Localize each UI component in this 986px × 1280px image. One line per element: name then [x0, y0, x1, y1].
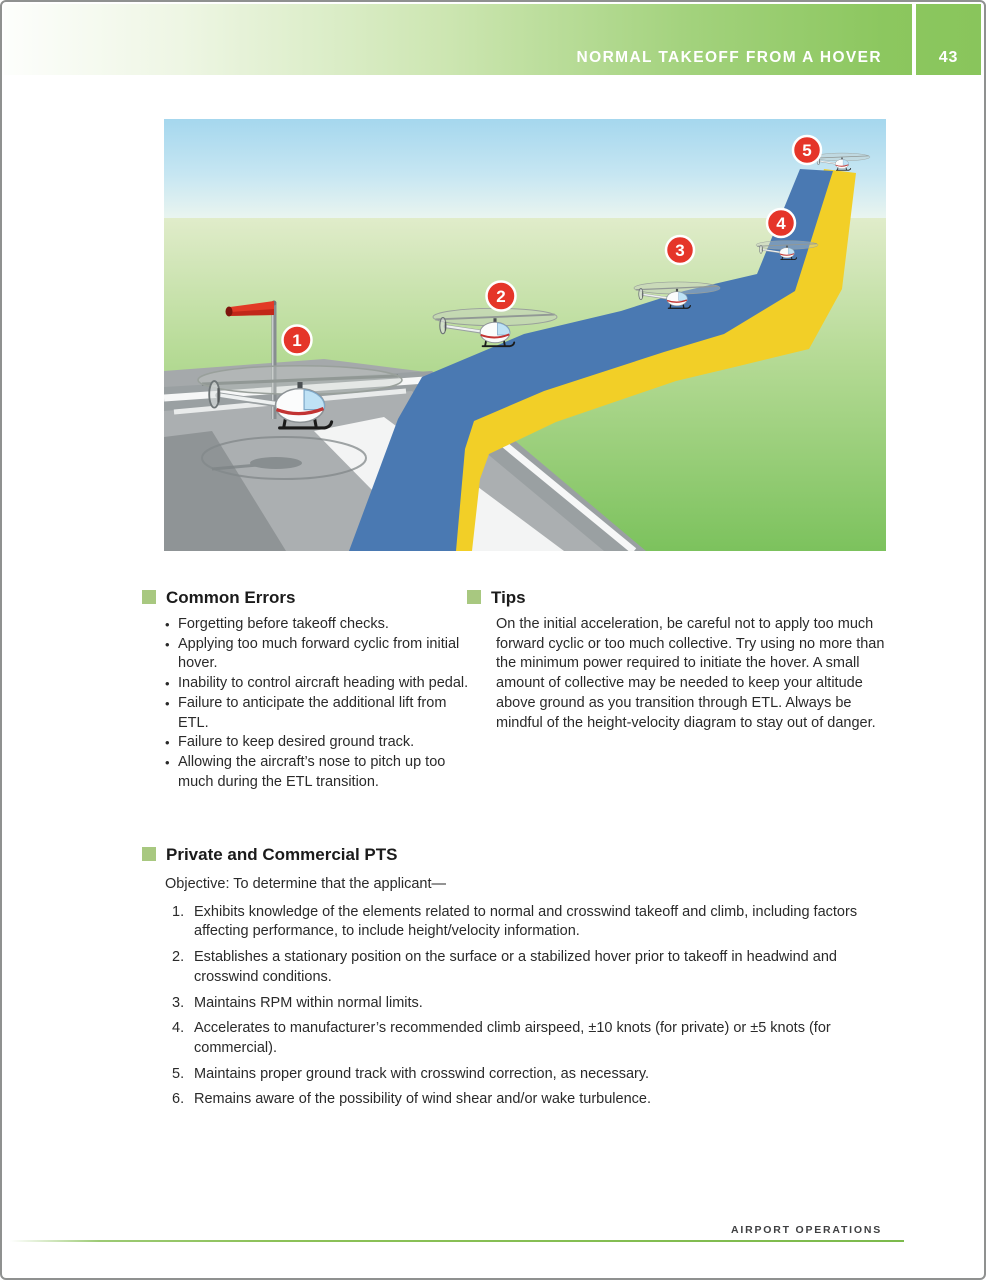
- pts-heading: [142, 845, 902, 865]
- list-item: • Failure to anticipate the additional lift from ETL.: [178, 694, 472, 733]
- common-errors-heading: [142, 588, 472, 608]
- takeoff-illustration-svg: [164, 119, 886, 551]
- tips-heading: [467, 588, 887, 608]
- badge-3: [666, 236, 694, 264]
- list-number: 5.: [172, 1065, 185, 1082]
- list-item: 4. Accelerates to manufacturer’s recommended climb airspeed, ±10 knots (for private) or ±5 knots (for commercial).: [172, 1020, 831, 1056]
- section-tips: [467, 588, 887, 733]
- svg-text:1: 1: [292, 331, 302, 350]
- badge-4: [767, 209, 795, 237]
- takeoff-illustration: [164, 119, 886, 551]
- common-errors-list: [142, 615, 472, 792]
- list-item: • Applying too much forward cyclic from initial hover.: [178, 635, 472, 674]
- pts-objective: Objective: To determine that the applicant—: [165, 876, 447, 892]
- badge-1: [283, 326, 312, 355]
- sky: [164, 119, 886, 219]
- list-item: 6. Remains aware of the possibility of wind shear and/or wake turbulence.: [142, 1090, 884, 1110]
- badge-2: [487, 282, 516, 311]
- list-item: • Inability to control aircraft heading with pedal.: [178, 674, 472, 694]
- list-item: 5. Maintains proper ground track with crosswind correction, as necessary.: [142, 1065, 884, 1085]
- page-title: NORMAL TAKEOFF FROM A HOVER: [576, 49, 882, 66]
- svg-text:3: 3: [675, 241, 685, 260]
- page-number: 43: [938, 49, 959, 66]
- green-square-icon: [142, 590, 156, 604]
- green-square-icon: [467, 590, 481, 604]
- green-square-icon: [142, 847, 156, 861]
- list-item: • Failure to keep desired ground track.: [178, 733, 472, 753]
- tips-paragraph: On the initial acceleration, be careful not to apply too much forward cyclic or too much collective. Try using no more than the minimum power required to initiate the hover. A small amount of collective may be needed to keep your altitude above ground as you transition through ETL. Always be mindful of the height-velocity diagram to stay out of danger.: [496, 616, 885, 731]
- header-bar: [4, 4, 981, 75]
- section-pts: [142, 845, 902, 1116]
- badge-5: [793, 136, 821, 164]
- list-number: 3.: [172, 994, 185, 1011]
- list-number: 2.: [172, 949, 185, 966]
- svg-text:5: 5: [802, 141, 812, 160]
- list-number: 6.: [172, 1091, 185, 1108]
- list-item: • Allowing the aircraft’s nose to pitch up too much during the ETL transition.: [178, 753, 472, 792]
- svg-text:4: 4: [776, 214, 786, 233]
- list-number: 4.: [172, 1020, 185, 1037]
- list-item: 1. Exhibits knowledge of the elements related to normal and crosswind takeoff and climb, including factors affecting performance, to include height/velocity information.: [172, 903, 858, 940]
- list-item: 2. Establishes a stationary position on the surface or a stabilized hover prior to takeoff in headwind and crosswind conditions.: [172, 949, 837, 985]
- list-item: 3. Maintains RPM within normal limits.: [142, 994, 884, 1014]
- pts-list: [142, 903, 902, 1110]
- common-errors-title: Common Errors: [166, 588, 296, 607]
- list-number: 1.: [172, 903, 185, 920]
- footer-label: AIRPORT OPERATIONS: [731, 1224, 882, 1236]
- section-common-errors: [142, 588, 472, 792]
- footer-rule: [10, 1240, 904, 1242]
- tips-title: Tips: [491, 588, 526, 607]
- pts-title: Private and Commercial PTS: [166, 845, 398, 864]
- svg-text:2: 2: [496, 287, 506, 306]
- list-item: • Forgetting before takeoff checks.: [178, 615, 472, 635]
